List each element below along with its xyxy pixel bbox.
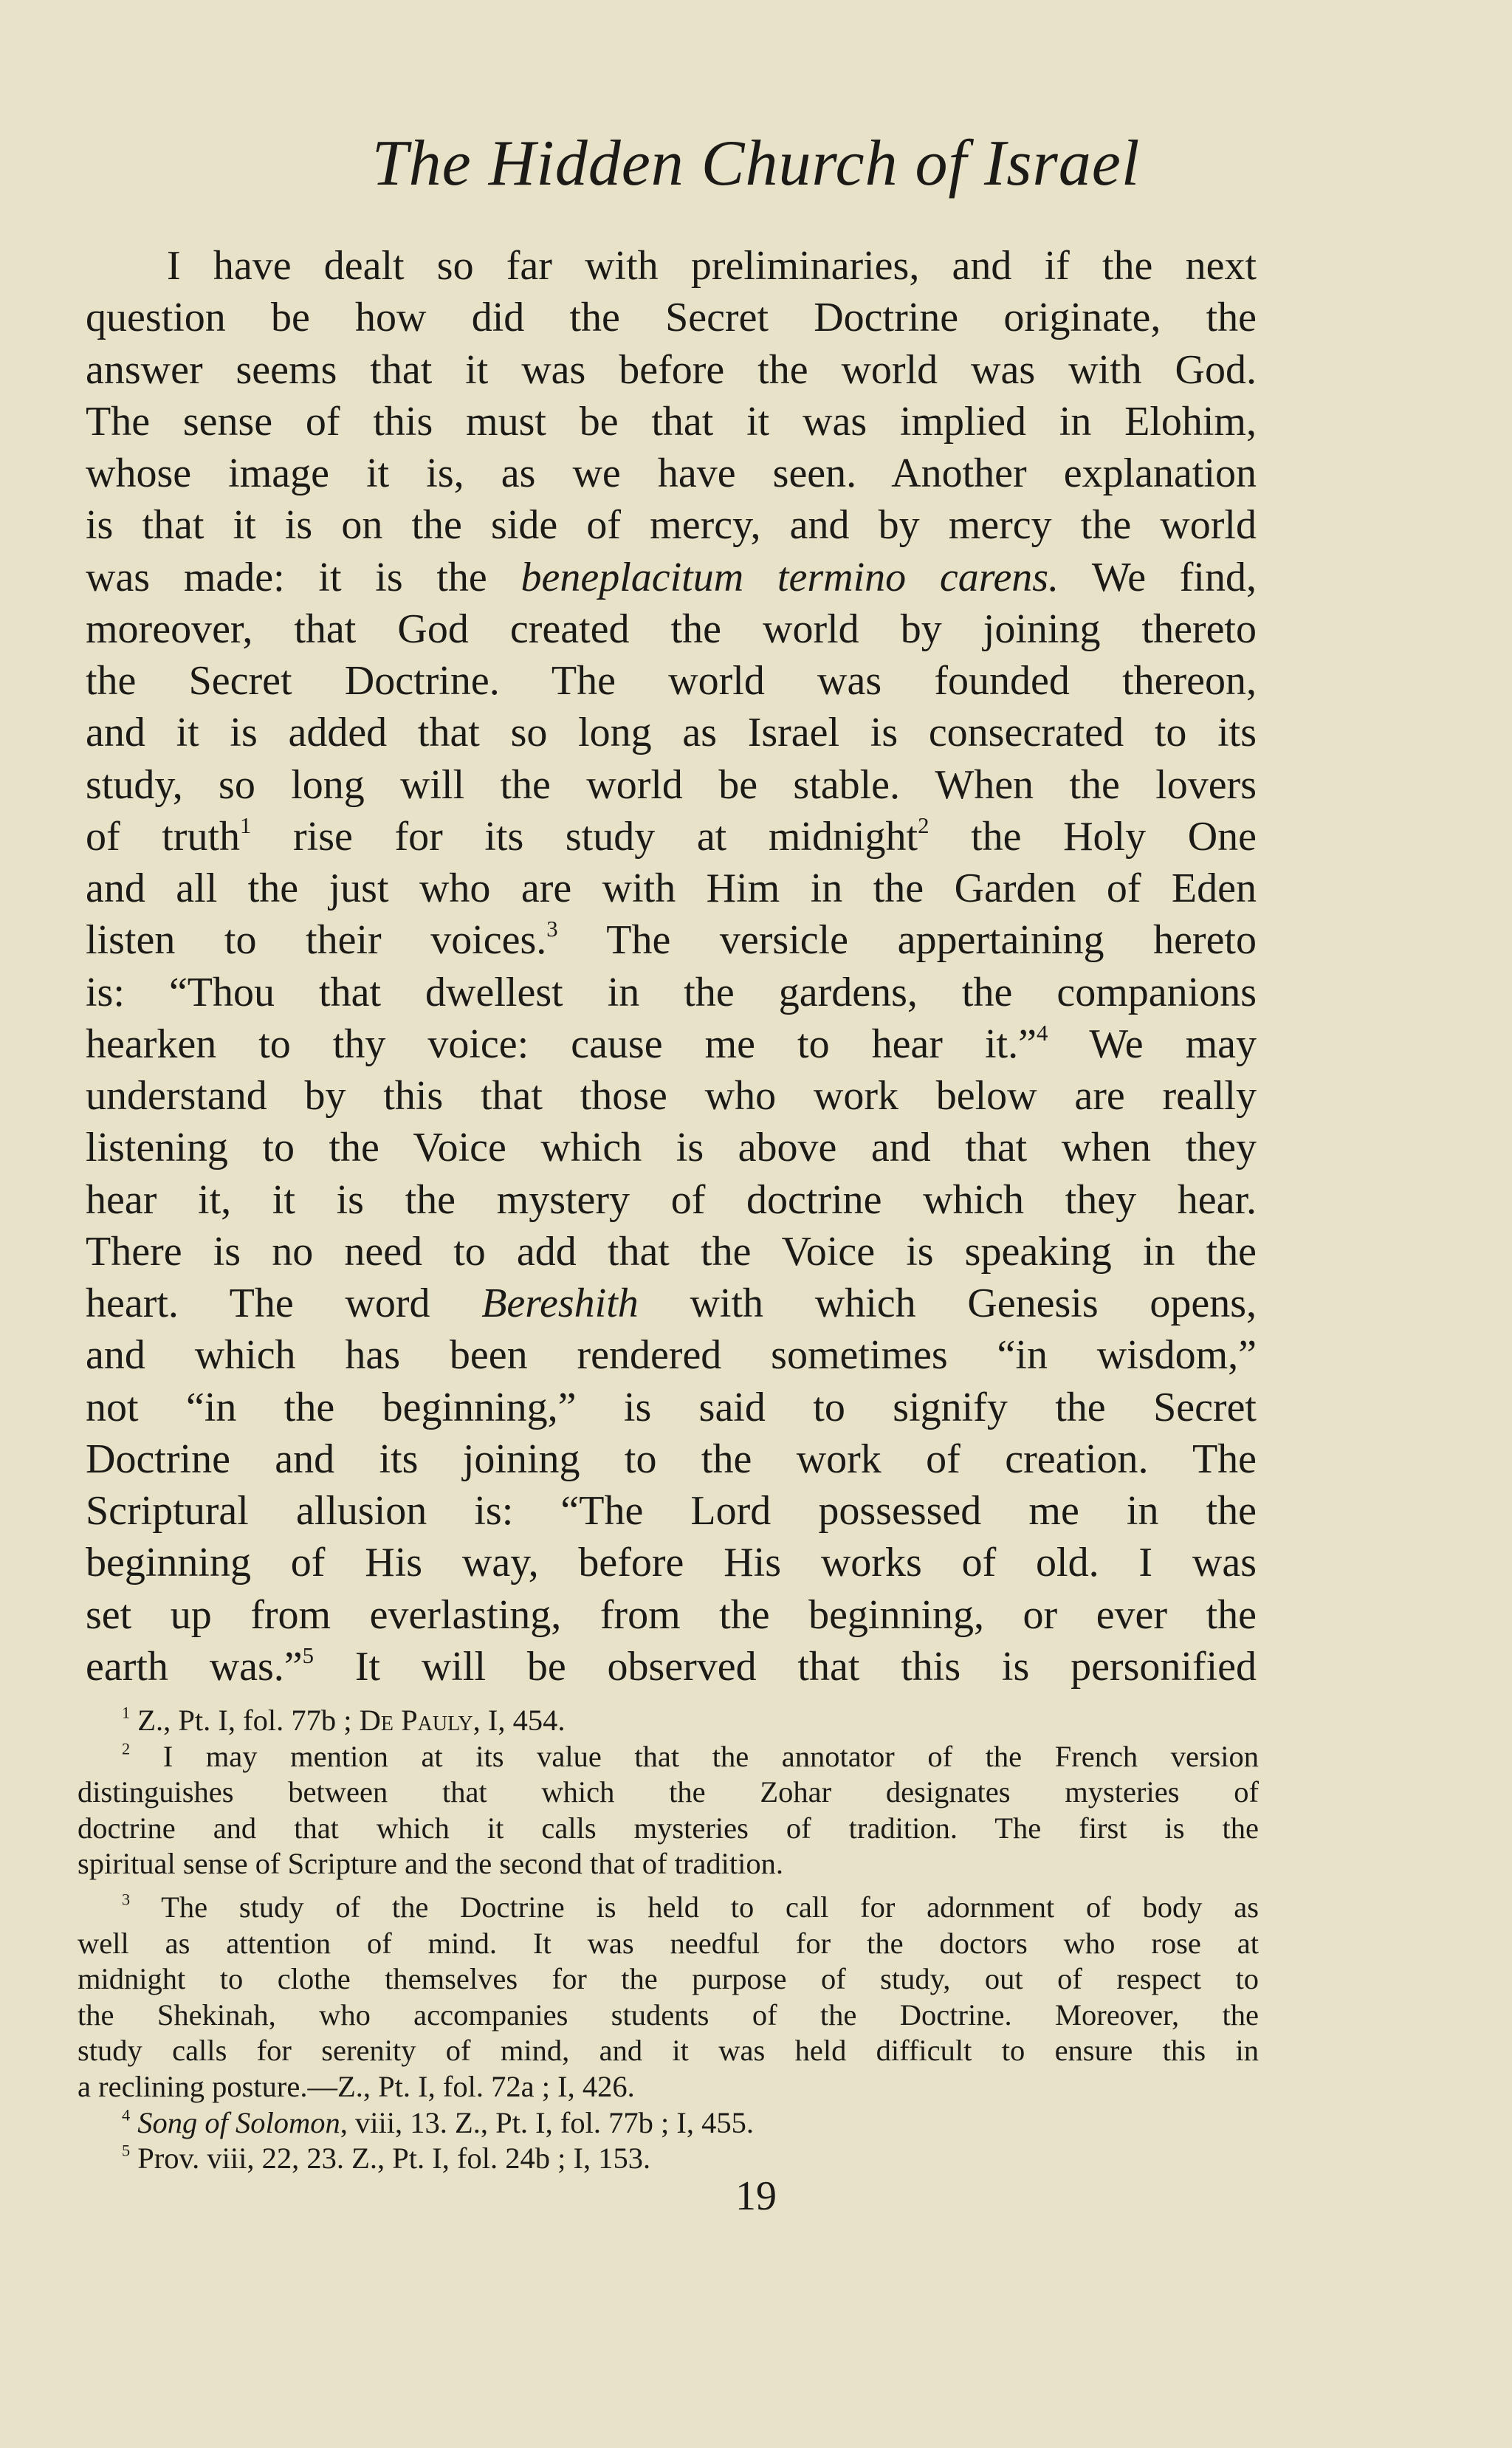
body-line: I have dealt so far with preliminaries, and if the next <box>167 243 1257 289</box>
footnote-text: Prov. viii, 22, 23. Z., Pt. I, fol. 24b ; I, 153. <box>137 2142 651 2176</box>
footnote-line: distinguishes between that which the Zohar designates mysteries of <box>78 1775 1259 1809</box>
footnote-line: midnight to clothe themselves for the purpose of study, out of respect to <box>78 1962 1259 1996</box>
footnote-5 <box>78 2141 1259 2177</box>
page-number: 19 <box>735 2173 777 2219</box>
footnote-line: the Shekinah, who accompanies students of the Doctrine. Moreover, the <box>78 1998 1259 2032</box>
body-line: the Secret Doctrine. The world was founded thereon, <box>86 658 1257 704</box>
body-line <box>86 1018 1257 1070</box>
body-line: set up from everlasting, from the beginning, or ever the <box>86 1591 1257 1638</box>
footnote-2 <box>78 1739 1259 1882</box>
italic-phrase: Bereshith <box>481 1280 639 1326</box>
footnote-mark: 2 <box>122 1738 131 1758</box>
body-line: Scriptural allusion is: “The Lord possessed me in the <box>86 1488 1257 1534</box>
body-line: and which has been rendered sometimes “in wisdom,” <box>86 1332 1257 1379</box>
footnote-4 <box>78 2105 1259 2142</box>
footnote-mark: 5 <box>122 2141 131 2160</box>
body-line: Doctrine and its joining to the work of creation. The <box>86 1436 1257 1482</box>
text-run: The versicle appertaining hereto <box>557 917 1257 964</box>
footnote-line <box>78 1739 1259 1775</box>
body-line: and it is added that so long as Israel is consecrated to its <box>86 710 1257 756</box>
body-line: answer seems that it was before the world was with God. <box>86 346 1257 393</box>
body-line: moreover, that God created the world by joining thereto <box>86 606 1257 652</box>
text-run: was made: it is the <box>86 554 521 600</box>
running-head: The Hidden Church of Israel <box>371 128 1141 199</box>
footnote-text: , viii, 13. Z., Pt. I, fol. 77b ; I, 455. <box>340 2105 755 2139</box>
body-line <box>86 1641 1257 1693</box>
footnote-ref[interactable]: 4 <box>1036 1020 1048 1046</box>
footnote-3 <box>78 1890 1259 2105</box>
footnote-line <box>78 1890 1259 1926</box>
text-run: rise for its study at midnight <box>251 813 918 860</box>
body-line: is: “Thou that dwellest in the gardens, the companions <box>86 969 1257 1015</box>
body-line: The sense of this must be that it was implied in Elohim, <box>86 398 1257 445</box>
footnote-1 <box>78 1703 1259 1739</box>
footnote-title: Song of Solomon <box>137 2105 340 2139</box>
body-line: hear it, it is the mystery of doctrine which they hear. <box>86 1176 1257 1223</box>
footnote-ref[interactable]: 5 <box>302 1642 315 1668</box>
body-line: beginning of His way, before His works of old. I was <box>86 1540 1257 1586</box>
footnote-text: , I, 454. <box>472 1704 566 1737</box>
footnote-line <box>78 2141 1259 2177</box>
body-line: There is no need to add that the Voice is speaking in the <box>86 1228 1257 1275</box>
footnote-gap <box>78 1882 1259 1890</box>
text-run: We may <box>1048 1021 1257 1067</box>
body-line: is that it is on the side of mercy, and by mercy the world <box>86 502 1257 549</box>
text-run: with which Genesis opens, <box>638 1280 1257 1326</box>
footnote-line: spiritual sense of Scripture and the second that of tradition. <box>78 1847 784 1881</box>
footnote-ref[interactable]: 1 <box>240 812 252 838</box>
body-line <box>86 914 1257 966</box>
footnote-ref[interactable]: 3 <box>546 916 558 942</box>
footnote-line: doctrine and that which it calls mysteries of tradition. The first is the <box>78 1811 1259 1845</box>
italic-phrase: beneplacitum termino carens. <box>520 554 1059 600</box>
text-run: It will be observed that this is personified <box>314 1643 1257 1690</box>
body-line: not “in the beginning,” is said to signify the Secret <box>86 1384 1257 1430</box>
footnote-mark: 1 <box>122 1703 131 1722</box>
text-run: of truth <box>86 813 241 860</box>
footnote-text: I may mention at its value that the annotator of the French version <box>162 1739 1260 1773</box>
footnote-line <box>78 1703 1259 1739</box>
body-line <box>86 1278 1257 1329</box>
text-run: heart. The word <box>86 1280 482 1326</box>
footnote-mark: 3 <box>122 1890 131 1909</box>
footnote-mark: 4 <box>122 2105 131 2124</box>
footnote-text: Z., Pt. I, fol. 77b ; <box>137 1704 360 1737</box>
body-line: listening to the Voice which is above and that when they <box>86 1125 1257 1171</box>
body-text <box>86 240 1257 1693</box>
footnote-ref[interactable]: 2 <box>918 812 929 838</box>
footnote-text: The study of the Doctrine is held to call for adornment of body as <box>161 1890 1259 1924</box>
body-line: study, so long will the world be stable. When the lovers <box>86 761 1257 808</box>
text-run: listen to their voices. <box>86 917 547 964</box>
footnote-line <box>78 2105 1259 2142</box>
footnote-line: study calls for serenity of mind, and it was held difficult to ensure this in <box>78 2034 1259 2068</box>
text-run: We find, <box>1059 554 1257 600</box>
body-line <box>86 811 1257 863</box>
footnote-line: well as attention of mind. It was needful for the doctors who rose at <box>78 1926 1259 1960</box>
text-run: the Holy One <box>929 813 1257 860</box>
body-line: and all the just who are with Him in the Garden of Eden <box>86 865 1257 911</box>
footnotes <box>78 1703 1259 2177</box>
body-line <box>86 552 1257 603</box>
text-run: earth was.” <box>86 1643 303 1690</box>
body-line: question be how did the Secret Doctrine originate, the <box>86 295 1257 341</box>
body-line: whose image it is, as we have seen. Another explanation <box>86 450 1257 496</box>
text-run: hearken to thy voice: cause me to hear it.” <box>86 1021 1037 1067</box>
footnote-line: a reclining posture.—Z., Pt. I, fol. 72a ; I, 426. <box>78 2069 635 2103</box>
body-line: understand by this that those who work below are really <box>86 1073 1257 1119</box>
footnote-author: De Pauly <box>359 1704 473 1737</box>
